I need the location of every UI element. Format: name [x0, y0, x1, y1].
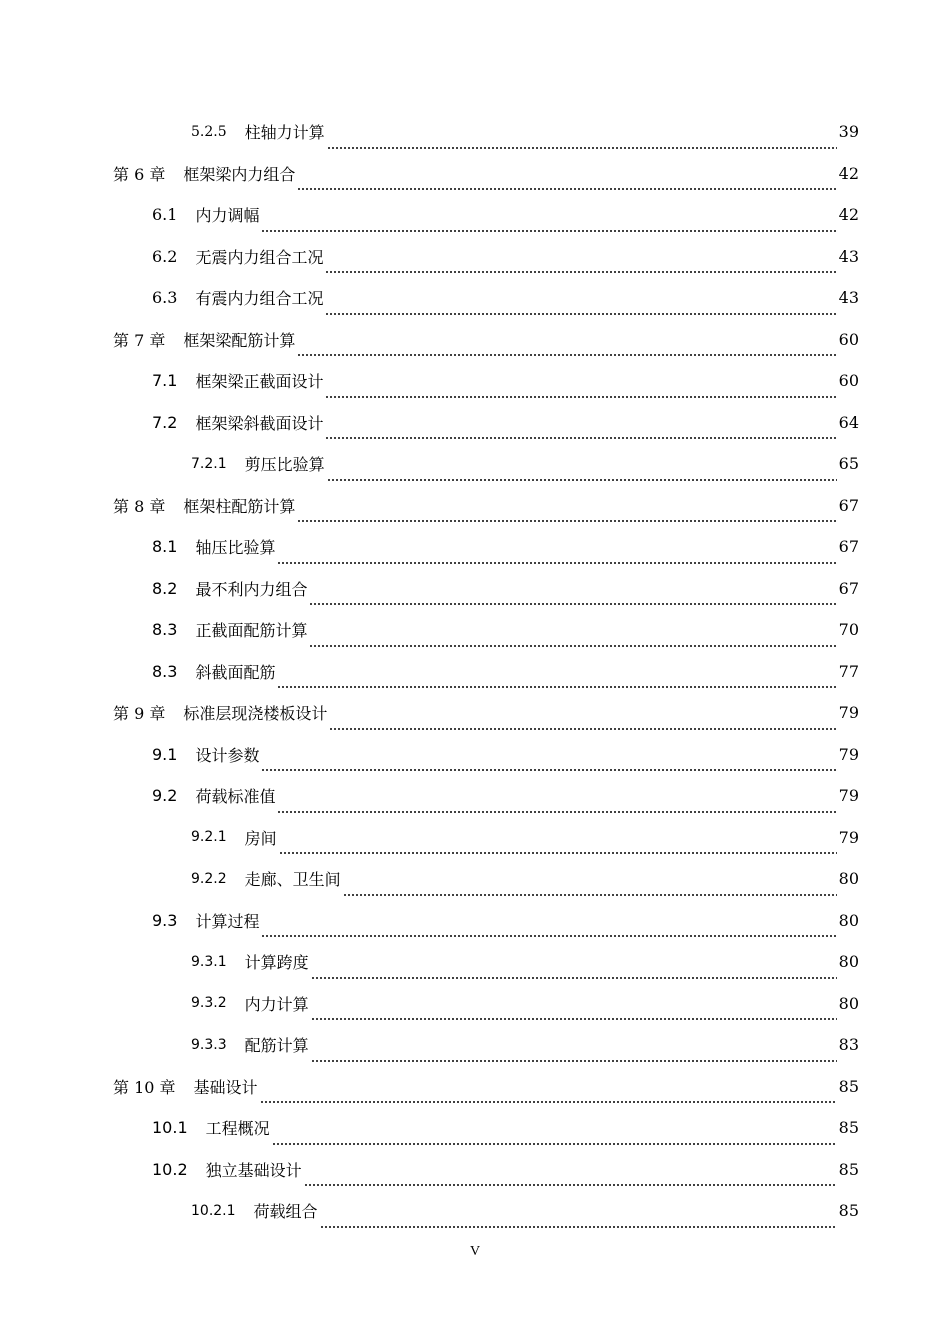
- dot-leader: [311, 964, 837, 980]
- toc-entry-page: 67: [838, 537, 859, 557]
- toc-entry-title: 框架梁内力组合: [183, 164, 296, 184]
- toc-entry-page: 70: [838, 620, 859, 640]
- toc-entry-number: 10.1: [152, 1118, 188, 1138]
- toc-entry-page: 79: [838, 786, 859, 806]
- toc-entry-page: 79: [838, 744, 859, 764]
- toc-entry-title: 计算跨度: [244, 953, 309, 973]
- toc-entry[interactable]: [0, 983, 950, 1025]
- toc-entry[interactable]: [0, 236, 950, 278]
- toc-entry-number: 第 9 章: [113, 704, 166, 724]
- dot-leader: [329, 715, 836, 731]
- toc-entry-title: 基础设计: [193, 1077, 258, 1097]
- toc-entry-number: 9.2: [152, 786, 178, 806]
- toc-entry[interactable]: [0, 277, 950, 319]
- toc-entry-title: 设计参数: [195, 745, 260, 765]
- toc-entry-page: 43: [838, 246, 859, 266]
- toc-entry-number: 6.1: [152, 205, 178, 225]
- dot-leader: [325, 300, 836, 316]
- toc-entry-page: 80: [838, 910, 859, 930]
- toc-entry-title: 计算过程: [195, 911, 260, 931]
- toc-entry-title: 无震内力组合工况: [195, 247, 324, 267]
- toc-entry[interactable]: [0, 817, 950, 859]
- dot-leader: [297, 175, 836, 191]
- dot-leader: [325, 258, 836, 274]
- toc-entry-number: 9.1: [152, 744, 178, 764]
- toc-entry-title: 柱轴力计算: [244, 123, 325, 143]
- toc-entry-number: 8.3: [152, 620, 178, 640]
- toc-entry-number: 7.2.1: [191, 455, 227, 472]
- dot-leader: [297, 341, 836, 357]
- toc-entry[interactable]: [0, 443, 950, 485]
- toc-entry-number: 6.2: [152, 246, 178, 266]
- toc-entry-title: 荷载标准值: [195, 787, 276, 807]
- dot-leader: [277, 798, 836, 814]
- toc-entry[interactable]: [0, 1024, 950, 1066]
- table-of-contents: [0, 111, 950, 1232]
- toc-entry-title: 框架梁正截面设计: [195, 372, 324, 392]
- toc-entry-number: 9.3.3: [191, 1036, 227, 1053]
- dot-leader: [261, 217, 836, 233]
- toc-entry[interactable]: [0, 775, 950, 817]
- dot-leader: [272, 1130, 837, 1146]
- toc-entry-number: 7.2: [152, 412, 178, 432]
- toc-entry-number: 第 8 章: [113, 496, 166, 516]
- toc-entry[interactable]: [0, 194, 950, 236]
- toc-entry-page: 60: [838, 371, 859, 391]
- toc-entry[interactable]: [0, 153, 950, 195]
- dot-leader: [327, 134, 837, 150]
- dot-leader: [261, 922, 836, 938]
- toc-entry-number: 5.2.5: [191, 123, 227, 140]
- toc-entry[interactable]: [0, 360, 950, 402]
- toc-entry-number: 10.2: [152, 1159, 188, 1179]
- toc-entry-page: 64: [838, 412, 859, 432]
- toc-entry-title: 房间: [244, 828, 277, 848]
- toc-entry-title: 独立基础设计: [205, 1160, 302, 1180]
- toc-entry-title: 斜截面配筋: [195, 662, 276, 682]
- toc-entry-page: 79: [838, 827, 859, 847]
- toc-entry-number: 8.3: [152, 661, 178, 681]
- toc-entry-title: 框架梁斜截面设计: [195, 413, 324, 433]
- toc-entry-title: 配筋计算: [244, 1036, 309, 1056]
- page-number-footer: V: [469, 1244, 481, 1259]
- dot-leader: [260, 1088, 837, 1104]
- toc-entry-page: 65: [838, 454, 859, 474]
- toc-entry-page: 42: [838, 163, 859, 183]
- toc-entry-number: 9.3.2: [191, 995, 227, 1012]
- toc-entry-number: 第 10 章: [113, 1077, 176, 1097]
- toc-entry[interactable]: [0, 402, 950, 444]
- toc-entry-page: 85: [838, 1201, 859, 1221]
- dot-leader: [309, 632, 836, 648]
- toc-entry-number: 9.2.2: [191, 870, 227, 887]
- toc-entry[interactable]: [0, 1066, 950, 1108]
- toc-entry-title: 走廊、卫生间: [244, 870, 341, 890]
- dot-leader: [320, 1213, 837, 1229]
- toc-entry-page: 39: [838, 122, 859, 142]
- toc-entry-number: 8.2: [152, 578, 178, 598]
- toc-entry-page: 79: [838, 703, 859, 723]
- toc-entry-title: 工程概况: [205, 1119, 270, 1139]
- toc-entry[interactable]: [0, 526, 950, 568]
- toc-entry-number: 9.3.1: [191, 953, 227, 970]
- dot-leader: [261, 756, 836, 772]
- dot-leader: [309, 590, 836, 606]
- dot-leader: [311, 1005, 837, 1021]
- toc-entry[interactable]: [0, 1190, 950, 1232]
- toc-entry-title: 内力调幅: [195, 206, 260, 226]
- toc-entry-number: 10.2.1: [191, 1202, 236, 1219]
- toc-entry[interactable]: [0, 568, 950, 610]
- toc-entry-title: 轴压比验算: [195, 538, 276, 558]
- toc-entry-page: 67: [838, 495, 859, 515]
- toc-entry[interactable]: [0, 734, 950, 776]
- toc-entry[interactable]: [0, 651, 950, 693]
- toc-entry[interactable]: [0, 609, 950, 651]
- toc-entry-page: 85: [838, 1118, 859, 1138]
- toc-entry-number: 8.1: [152, 537, 178, 557]
- toc-entry-title: 荷载组合: [253, 1202, 318, 1222]
- toc-entry-title: 正截面配筋计算: [195, 621, 308, 641]
- toc-entry-page: 80: [838, 869, 859, 889]
- toc-entry-title: 最不利内力组合: [195, 579, 308, 599]
- dot-leader: [297, 507, 836, 523]
- dot-leader: [311, 1047, 837, 1063]
- toc-entry-page: 67: [838, 578, 859, 598]
- toc-entry-page: 85: [838, 1159, 859, 1179]
- toc-entry-page: 85: [838, 1076, 859, 1096]
- toc-entry-title: 内力计算: [244, 994, 309, 1014]
- toc-entry-page: 43: [838, 288, 859, 308]
- toc-entry-number: 第 7 章: [113, 330, 166, 350]
- toc-entry-number: 6.3: [152, 288, 178, 308]
- toc-entry-page: 60: [838, 329, 859, 349]
- dot-leader: [279, 839, 837, 855]
- toc-entry-title: 框架梁配筋计算: [183, 330, 296, 350]
- dot-leader: [343, 881, 837, 897]
- toc-entry[interactable]: [0, 111, 950, 153]
- toc-entry[interactable]: [0, 319, 950, 361]
- toc-entry-number: 第 6 章: [113, 164, 166, 184]
- toc-entry-page: 80: [838, 952, 859, 972]
- dot-leader: [277, 549, 836, 565]
- toc-entry[interactable]: [0, 941, 950, 983]
- toc-entry-number: 9.2.1: [191, 829, 227, 846]
- toc-entry[interactable]: [0, 692, 950, 734]
- toc-entry-title: 有震内力组合工况: [195, 289, 324, 309]
- toc-entry-title: 框架柱配筋计算: [183, 496, 296, 516]
- dot-leader: [325, 424, 836, 440]
- toc-entry-title: 剪压比验算: [244, 455, 325, 475]
- toc-entry[interactable]: [0, 1149, 950, 1191]
- toc-entry[interactable]: [0, 485, 950, 527]
- toc-entry-number: 7.1: [152, 371, 178, 391]
- dot-leader: [325, 383, 836, 399]
- toc-entry-page: 80: [838, 993, 859, 1013]
- toc-entry-page: 77: [838, 661, 859, 681]
- dot-leader: [277, 673, 836, 689]
- toc-entry-title: 标准层现浇楼板设计: [183, 704, 328, 724]
- toc-entry-page: 83: [838, 1035, 859, 1055]
- toc-entry[interactable]: [0, 900, 950, 942]
- toc-entry[interactable]: [0, 858, 950, 900]
- dot-leader: [327, 466, 837, 482]
- toc-entry[interactable]: [0, 1107, 950, 1149]
- toc-entry-number: 9.3: [152, 910, 178, 930]
- toc-entry-page: 42: [838, 205, 859, 225]
- dot-leader: [304, 1171, 837, 1187]
